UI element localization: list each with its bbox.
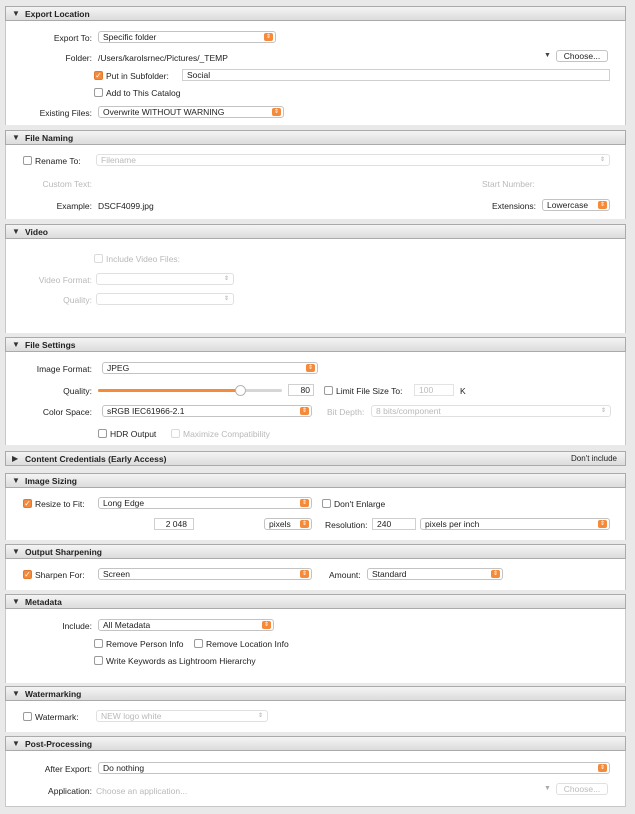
sharpen-for-checkbox[interactable]: ✓ (24, 570, 31, 579)
collapse-triangle-icon[interactable]: ▼ (12, 689, 20, 698)
custom-text-label: Custom Text: (42, 179, 92, 189)
popup-arrows-icon: ⇕ (599, 521, 606, 527)
folder-label: Folder: (65, 53, 92, 63)
hdr-output-label: HDR Output (110, 429, 157, 439)
resolution-unit-value: pixels per inch (425, 519, 480, 529)
quality-slider[interactable] (98, 389, 282, 392)
rename-template-select[interactable] (96, 154, 610, 166)
include-video-label: Include Video Files: (106, 254, 181, 264)
resolution-unit-select[interactable] (420, 518, 610, 530)
video-panel (5, 239, 626, 333)
resolution-input[interactable]: 240 (372, 518, 416, 530)
popup-arrows-icon: ⇕ (599, 157, 606, 163)
section-title: Content Credentials (Early Access) (25, 454, 167, 464)
video-format-label: Video Format: (38, 275, 92, 285)
remove-person-info-checkbox[interactable] (94, 639, 103, 648)
section-title: File Naming (25, 133, 74, 143)
section-header-metadata[interactable] (5, 594, 626, 609)
metadata-include-value: All Metadata (103, 620, 151, 630)
export-to-label: Export To: (53, 33, 92, 43)
section-header-output-sharpening[interactable] (5, 544, 626, 559)
section-header-file-naming[interactable] (5, 130, 626, 145)
rename-to-checkbox[interactable] (23, 156, 32, 165)
watermark-label: Watermark: (35, 712, 79, 722)
sharpen-for-select[interactable] (98, 568, 312, 580)
hdr-output-checkbox[interactable] (98, 429, 107, 438)
quality-label: Quality: (63, 386, 92, 396)
section-header-image-sizing[interactable] (5, 473, 626, 488)
maximize-compatibility-checkbox[interactable] (171, 429, 180, 438)
post-processing-panel (5, 751, 626, 807)
existing-files-label: Existing Files: (39, 108, 92, 118)
video-format-select[interactable] (96, 273, 234, 285)
resize-to-fit-label: Resize to Fit: (35, 499, 85, 509)
add-to-catalog-checkbox[interactable] (94, 88, 103, 97)
dont-enlarge-label: Don't Enlarge (334, 499, 386, 509)
rename-template-value: Filename (101, 155, 136, 165)
section-title: File Settings (25, 340, 76, 350)
section-title: Export Location (25, 9, 90, 19)
collapse-triangle-icon[interactable]: ▼ (12, 739, 20, 748)
existing-files-select[interactable] (98, 106, 284, 118)
remove-person-info-label: Remove Person Info (106, 639, 184, 649)
example-filename: DSCF4099.jpg (98, 201, 154, 211)
section-header-post-processing[interactable] (5, 736, 626, 751)
collapse-triangle-icon[interactable]: ▼ (12, 9, 20, 18)
quality-slider-fill (98, 389, 241, 392)
popup-arrows-icon: ⇕ (599, 765, 606, 771)
color-space-select[interactable] (102, 405, 312, 417)
color-space-value: sRGB IEC61966-2.1 (107, 406, 185, 416)
export-to-value: Specific folder (103, 32, 157, 42)
subfolder-label: Put in Subfolder: (106, 71, 169, 81)
popup-arrows-icon: ⇕ (301, 500, 308, 506)
add-to-catalog-label: Add to This Catalog (106, 88, 181, 98)
popup-arrows-icon: ⇕ (263, 622, 270, 628)
extensions-value: Lowercase (547, 200, 589, 210)
popup-arrows-icon: ⇕ (301, 408, 308, 414)
after-export-label: After Export: (44, 764, 92, 774)
section-title: Watermarking (25, 689, 82, 699)
resize-unit-value: pixels (269, 519, 291, 529)
bit-depth-value: 8 bits/component (376, 406, 441, 416)
section-header-content-credentials[interactable] (5, 451, 626, 466)
color-space-label: Color Space: (42, 407, 92, 417)
section-title: Output Sharpening (25, 547, 102, 557)
quality-input[interactable]: 80 (288, 384, 314, 396)
write-keywords-checkbox[interactable] (94, 656, 103, 665)
application-choose-button[interactable]: Choose... (556, 783, 608, 795)
watermark-select[interactable] (96, 710, 268, 722)
popup-arrows-icon: ⇕ (257, 713, 264, 719)
popup-arrows-icon: ⇕ (265, 34, 272, 40)
image-sizing-panel (5, 488, 626, 540)
amount-select[interactable] (367, 568, 503, 580)
popup-arrows-icon: ⇕ (223, 296, 230, 302)
section-header-watermarking[interactable] (5, 686, 626, 701)
collapse-triangle-icon[interactable]: ▼ (12, 340, 20, 349)
start-number-label: Start Number: (482, 179, 535, 189)
resize-unit-select[interactable] (264, 518, 312, 530)
popup-arrows-icon: ⇕ (301, 521, 308, 527)
limit-file-size-unit: K (460, 386, 466, 396)
resolution-label: Resolution: (325, 520, 368, 530)
after-export-select[interactable] (98, 762, 610, 774)
image-format-select[interactable] (102, 362, 318, 374)
metadata-include-select[interactable] (98, 619, 274, 631)
popup-arrows-icon: ⇕ (273, 109, 280, 115)
folder-history-dropdown-icon[interactable]: ▼ (544, 52, 551, 59)
export-location-panel (5, 21, 626, 125)
resize-size-input[interactable]: 2 048 (154, 518, 194, 530)
limit-file-size-label: Limit File Size To: (336, 386, 403, 396)
bit-depth-label: Bit Depth: (327, 407, 365, 417)
collapse-triangle-icon[interactable]: ▼ (12, 547, 20, 556)
expand-triangle-icon[interactable]: ▶ (12, 454, 19, 463)
folder-path: /Users/karolsrnec/Pictures/_TEMP (98, 53, 228, 63)
after-export-value: Do nothing (103, 763, 145, 773)
remove-location-info-checkbox[interactable] (194, 639, 203, 648)
popup-arrows-icon: ⇕ (307, 365, 314, 371)
extensions-label: Extensions: (492, 201, 536, 211)
metadata-include-label: Include: (62, 621, 92, 631)
watermarking-panel (5, 701, 626, 732)
extensions-select[interactable] (542, 199, 610, 211)
write-keywords-label: Write Keywords as Lightroom Hierarchy (106, 656, 256, 666)
collapse-triangle-icon[interactable]: ▼ (12, 227, 20, 236)
section-title: Image Sizing (25, 476, 77, 486)
watermark-value: NEW logo white (101, 711, 162, 721)
limit-file-size-checkbox[interactable] (324, 386, 333, 395)
popup-arrows-icon: ⇕ (301, 571, 308, 577)
section-title: Video (25, 227, 48, 237)
subfolder-input[interactable]: Social (182, 69, 610, 81)
application-label: Application: (48, 786, 92, 796)
metadata-panel (5, 609, 626, 683)
section-header-file-settings[interactable] (5, 337, 626, 352)
application-path: Choose an application... (96, 786, 188, 796)
file-settings-panel (5, 352, 626, 445)
collapse-triangle-icon[interactable]: ▼ (12, 476, 20, 485)
dont-enlarge-checkbox[interactable] (322, 499, 331, 508)
content-credentials-status: Don't include (571, 454, 617, 463)
video-quality-label: Quality: (63, 295, 92, 305)
quality-slider-knob[interactable] (235, 385, 246, 396)
resize-to-fit-value: Long Edge (103, 498, 145, 508)
existing-files-value: Overwrite WITHOUT WARNING (103, 107, 225, 117)
section-title: Post-Processing (25, 739, 93, 749)
popup-arrows-icon: ⇕ (599, 202, 606, 208)
popup-arrows-icon: ⇕ (492, 571, 499, 577)
popup-arrows-icon: ⇕ (223, 276, 230, 282)
folder-choose-button[interactable]: Choose... (556, 50, 608, 62)
limit-file-size-input[interactable]: 100 (414, 384, 454, 396)
watermark-checkbox[interactable] (23, 712, 32, 721)
sharpen-for-label: Sharpen For: (35, 570, 85, 580)
sharpen-for-value: Screen (103, 569, 130, 579)
resize-to-fit-select[interactable] (98, 497, 312, 509)
popup-arrows-icon: ⇕ (600, 408, 607, 414)
amount-label: Amount: (329, 570, 361, 580)
amount-value: Standard (372, 569, 407, 579)
collapse-triangle-icon[interactable]: ▼ (12, 133, 20, 142)
export-to-select[interactable] (98, 31, 276, 43)
remove-location-info-label: Remove Location Info (206, 639, 289, 649)
application-history-dropdown-icon[interactable]: ▼ (544, 785, 551, 792)
file-naming-panel (5, 145, 626, 219)
image-format-label: Image Format: (36, 364, 92, 374)
bit-depth-select[interactable] (371, 405, 611, 417)
resize-to-fit-checkbox[interactable]: ✓ (24, 499, 31, 508)
collapse-triangle-icon[interactable]: ▼ (12, 597, 20, 606)
video-quality-select[interactable] (96, 293, 234, 305)
image-format-value: JPEG (107, 363, 130, 373)
maximize-compatibility-label: Maximize Compatibility (183, 429, 270, 439)
include-video-checkbox[interactable] (94, 254, 103, 263)
output-sharpening-panel (5, 559, 626, 590)
example-label: Example: (56, 201, 92, 211)
section-header-export-location[interactable] (5, 6, 626, 21)
rename-to-label: Rename To: (35, 156, 81, 166)
section-title: Metadata (25, 597, 62, 607)
section-header-video[interactable] (5, 224, 626, 239)
subfolder-checkbox[interactable]: ✓ (95, 71, 102, 80)
